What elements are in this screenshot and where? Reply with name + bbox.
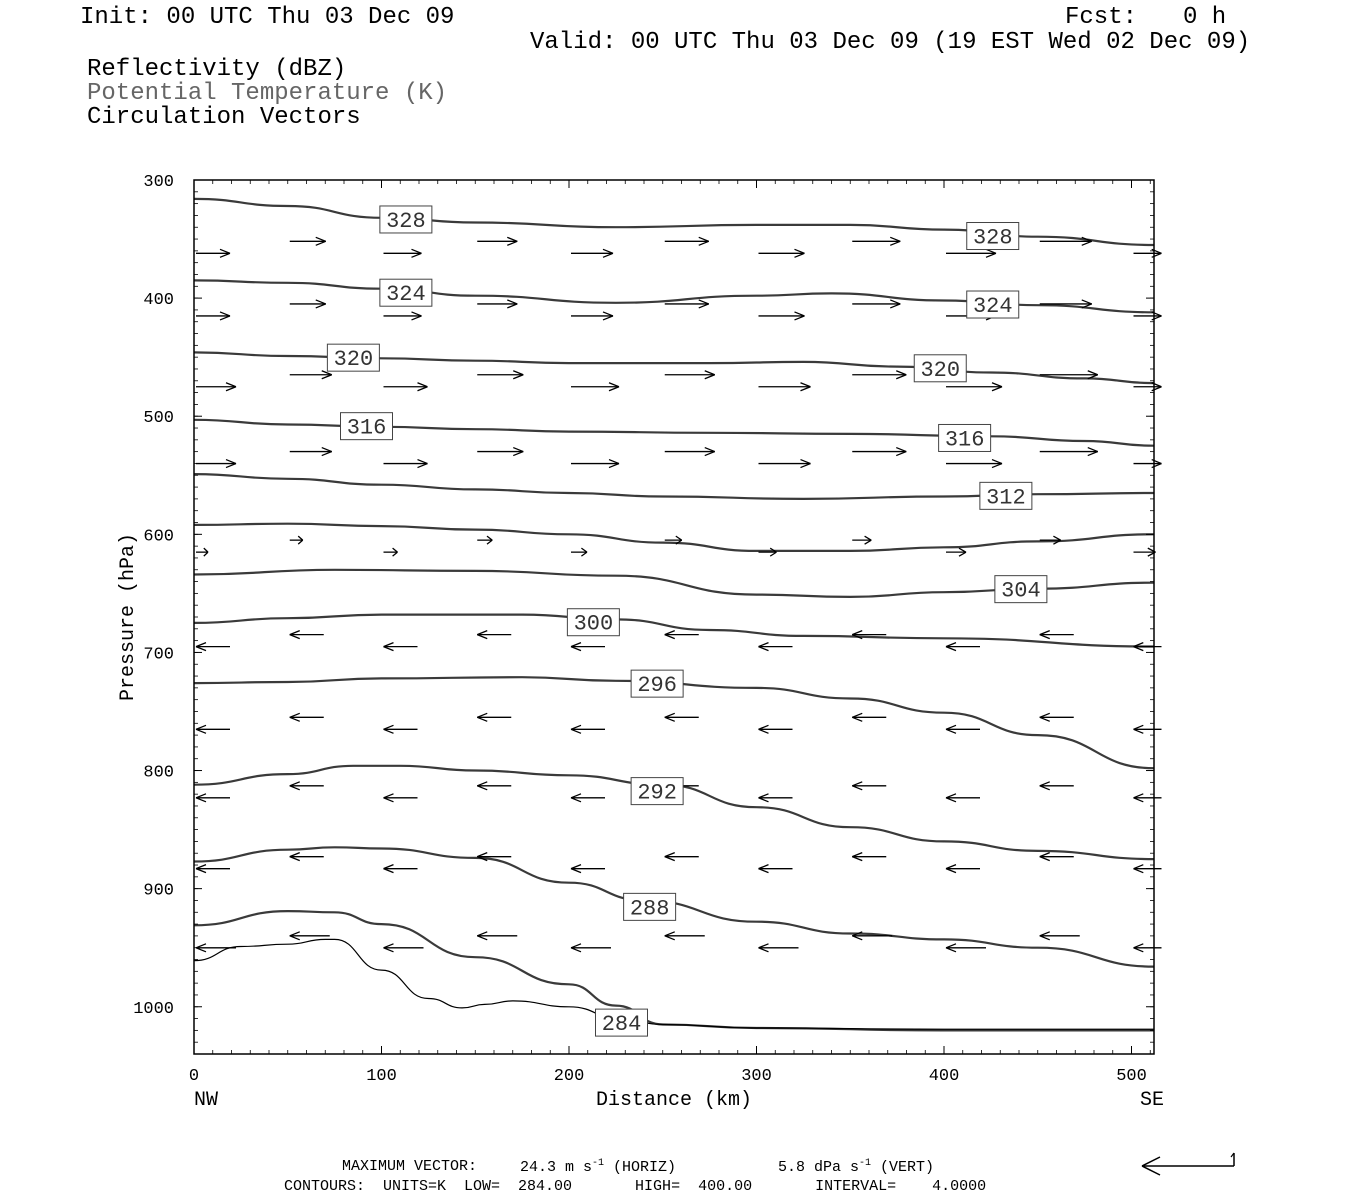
contour-label-320: 320 [920,357,961,383]
circulation-vector [290,713,324,721]
contour-label-288: 288 [629,896,670,922]
contour-label-304: 304 [1001,578,1041,604]
init-time: Init: 00 UTC Thu 03 Dec 09 [80,4,455,31]
field-vectors: Circulation Vectors [87,104,361,131]
circulation-vector [571,548,587,556]
circulation-vector [290,853,324,861]
circulation-vector [290,782,324,790]
circulation-vector [477,932,517,940]
contour-label-300: 300 [573,611,614,637]
circulation-vector [1134,249,1162,257]
field-theta: Potential Temperature (K) [87,80,448,107]
circulation-vector [477,713,511,721]
y-tick-label: 800 [143,763,174,783]
contour-labels [327,206,1047,1037]
circulation-vector [196,312,230,320]
y-tick-label: 900 [143,881,174,901]
circulation-vector [1134,643,1162,651]
x-tick-label: 200 [553,1067,585,1086]
circulation-vector [290,932,330,940]
contour-label-312: 312 [986,485,1026,511]
circulation-vector [946,725,980,733]
circulation-vector [759,312,805,320]
circulation-vector [384,725,418,733]
valid-time: Valid: 00 UTC Thu 03 Dec 09 (19 EST Wed 02 Dec 09) [530,29,1251,56]
circulation-vector [477,300,517,308]
circulation-vector [384,865,418,873]
circulation-vector [571,249,613,257]
y-tick-label: 500 [143,409,174,429]
circulation-vector [196,725,230,733]
theta-contour-316 [194,420,1154,446]
circulation-vector [759,725,793,733]
circulation-vector [290,448,332,456]
circulation-vector [384,383,428,391]
circulation-vector [946,548,966,556]
circulation-vector [1134,794,1162,802]
circulation-vector [852,853,886,861]
circulation-vector [1134,548,1156,556]
circulation-vector [759,383,811,391]
circulation-vector [571,643,605,651]
circulation-vector [1040,448,1098,456]
circulation-vector [384,794,418,802]
circulation-vector [665,371,715,379]
circulation-vector [852,713,886,721]
y-tick-label: 1000 [133,999,174,1019]
circulation-vector [1040,853,1074,861]
circulation-vector [665,631,699,639]
contour-label-320: 320 [333,347,374,373]
contour-settings: CONTOURS: UNITS=K LOW= 284.00 HIGH= 400.00 INTERVAL= 4.0000 [284,1178,987,1195]
circulation-vector [477,448,523,456]
circulation-vector [290,631,324,639]
y-tick-label: 700 [143,645,174,665]
circulation-vector [196,794,230,802]
max-vector-vert: 5.8 dPa $s^{-1}$ (VERT) [778,1158,935,1176]
circulation-vector [571,794,605,802]
circulation-vector [477,631,511,639]
contour-label-328: 328 [972,225,1013,251]
contour-label-328: 328 [386,208,426,234]
circulation-vector [571,312,613,320]
y-tick-label: 600 [143,527,174,547]
circulation-vector [665,932,705,940]
reference-vector [1142,1153,1234,1175]
circulation-vector [946,643,980,651]
circulation-vector [1040,713,1074,721]
circulation-vector [290,237,326,245]
circulation-vector [852,448,906,456]
circulation-vector [1134,725,1162,733]
circulation-vector [384,944,424,952]
circulation-vector [384,643,418,651]
circulation-vector [852,237,900,245]
circulation-vector [384,312,422,320]
terrain-line [194,939,1154,1029]
circulation-vector [1134,865,1162,873]
circulation-vector [477,371,523,379]
circulation-vector [384,460,428,468]
x-tick-label: 400 [928,1067,960,1086]
circulation-vector [1040,782,1074,790]
circulation-vector [852,932,892,940]
circulation-vector [571,383,619,391]
circulation-vector [946,383,1002,391]
circulation-vector [665,448,715,456]
circulation-vector [665,713,699,721]
x-tick-label: 300 [741,1067,772,1086]
fcst-value: 0 h [1183,4,1227,31]
contour-label-316: 316 [944,427,985,453]
circulation-vector [1040,536,1061,544]
circulation-vector [1040,631,1074,639]
x-end-right: SE [1140,1089,1165,1112]
circulation-vector [759,548,777,556]
theta-contour-284 [194,911,1154,1030]
circulation-vector [384,249,422,257]
circulation-vector [759,865,793,873]
circulation-vector [571,944,611,952]
circulation-vector [946,865,980,873]
circulation-vector [477,536,492,544]
circulation-vector [571,865,605,873]
circulation-vector [946,249,996,257]
circulation-vector [852,536,871,544]
y-tick-label: 400 [143,291,174,311]
x-tick-label: 0 [188,1067,200,1086]
circulation-vector [196,383,236,391]
max-vector-label: MAXIMUM VECTOR: [342,1158,478,1175]
contour-label-284: 284 [601,1012,642,1038]
x-axis-label: Distance (km) [595,1089,753,1112]
fcst-label: Fcst: [1065,4,1138,31]
circulation-vector [290,536,303,544]
circulation-vector [665,853,699,861]
max-vector-horiz: 24.3 m $s^{-1}$ (HORIZ) [520,1158,677,1176]
circulation-vector [852,371,906,379]
contour-label-324: 324 [386,282,426,308]
x-end-left: NW [194,1089,219,1112]
y-tick-label: 300 [143,173,174,192]
circulation-vector [852,300,900,308]
circulation-vector [196,249,230,257]
contour-label-316: 316 [346,415,387,441]
circulation-vector [1040,932,1080,940]
contour-label-296: 296 [637,673,677,699]
circulation-vector [759,794,793,802]
circulation-vector [477,237,517,245]
circulation-vector [384,548,398,556]
field-reflectivity: Reflectivity (dBZ) [87,56,347,83]
circulation-vector [759,944,799,952]
circulation-vector [477,782,511,790]
circulation-vector [196,643,230,651]
circulation-vector [946,460,1002,468]
circulation-vector [290,371,332,379]
contour-label-292: 292 [637,780,677,806]
circulation-vector [196,460,236,468]
theta-contour-308 [194,524,1154,551]
circulation-vector [759,643,793,651]
circulation-vector [571,725,605,733]
circulation-vector [759,460,811,468]
circulation-vector [852,782,886,790]
contour-label-324: 324 [972,294,1013,320]
x-tick-label: 500 [1116,1067,1147,1086]
y-axis-label: Pressure (hPa) [117,532,140,702]
circulation-vector [290,300,326,308]
circulation-vector [946,794,980,802]
circulation-vector [665,237,709,245]
circulation-vector [1134,944,1162,952]
circulation-vector [946,944,986,952]
x-tick-label: 100 [366,1067,397,1086]
circulation-vector [759,249,805,257]
circulation-vector [196,548,208,556]
circulation-vector [1134,460,1162,468]
circulation-vector [196,944,236,952]
circulation-vector [196,865,230,873]
circulation-vector [571,460,619,468]
